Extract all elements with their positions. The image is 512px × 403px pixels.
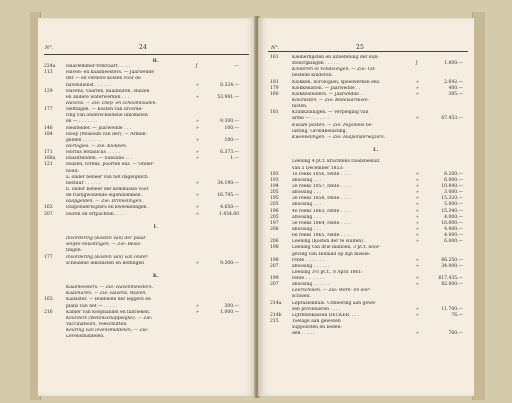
entry-amount: 15.340.—: [441, 208, 463, 214]
section-letter: H.: [152, 58, 160, 63]
entry-amount: 5.000.—: [444, 202, 463, 208]
entry-amount: —: [234, 64, 239, 70]
currency-mark: »: [196, 119, 199, 125]
entry-number: 181: [270, 110, 279, 116]
entry-text: sten/rijkingen . . . . .: [292, 61, 338, 67]
entry-amount: 34.190.—: [217, 180, 239, 186]
entry-text: 1e reeks 1856, rente . . . .: [292, 171, 351, 177]
entry-amount: 67.453.—: [441, 116, 463, 122]
entry-amount: 760.—: [448, 331, 463, 337]
entry-number: 196: [270, 208, 279, 214]
entry-text: der — en verdere kosten voor de: [66, 76, 141, 82]
currency-mark: »: [196, 260, 199, 266]
entry-number: 207: [44, 211, 53, 217]
entry-amount: 6.000.—: [444, 177, 463, 183]
entry-text: tingen.: [66, 248, 83, 254]
entry-text: rente . . . . . . .: [292, 257, 325, 263]
entry-text: Invordering (Kosten van) der plaat-: [66, 236, 147, 242]
entry-text: gelden . . . . . . .: [66, 137, 102, 143]
currency-mark: »: [416, 263, 419, 269]
entry-text: de rustigwonende eigendommen .: [66, 193, 144, 199]
number-column-label: N°.: [45, 45, 54, 51]
entry-number: 146: [44, 125, 53, 131]
entry-number: 194: [270, 183, 279, 189]
header-rule: [44, 54, 249, 55]
currency-mark: »: [196, 193, 199, 199]
entry-amount: 9.300.—: [220, 119, 239, 125]
entry-amount: 15.320.—: [441, 196, 463, 202]
currency-mark: »: [416, 183, 419, 189]
currency-mark: »: [416, 91, 419, 97]
entry-text: Keurders (Wetenschappelijke). — Zie:: [66, 315, 153, 321]
entry-number: 214a: [270, 300, 282, 306]
header-rule: [268, 51, 468, 52]
entry-text: en — . . . . . . .: [66, 119, 98, 125]
entry-number: 161: [270, 55, 279, 60]
entry-text: aflossing . . . . . .: [292, 282, 330, 288]
entry-amount: 16.795.—: [217, 193, 239, 199]
currency-mark: »: [416, 306, 419, 312]
entry-number: 163: [44, 205, 53, 211]
entry-amount: 8.324.—: [220, 82, 239, 88]
entry-text: Kaaimeesters. — Zie: Havenmeesters.: [66, 285, 153, 291]
entry-text: Klokken, horologiën, speelwerken enz.: [292, 79, 381, 85]
entry-number: 193: [270, 171, 279, 177]
entry-text: arme — . . . . . . .: [292, 116, 330, 122]
entry-text: 5e reeks 1864, rente . . . .: [292, 220, 351, 226]
entry-amount: 1.000.—: [220, 309, 239, 315]
entry-text: Haven- en kaaimeesters. — Jaarwedde: [66, 70, 155, 76]
entry-number: 181: [270, 79, 279, 85]
entry-amount: 1.454.60: [218, 211, 239, 217]
entry-text: Havens. — Zie: Diep- en schoonhouden.: [66, 100, 157, 106]
section-letter: I.: [153, 223, 159, 229]
entry-text: Invordering (Kosten van) van onder-: [66, 254, 149, 260]
entry-number: 224a: [44, 64, 56, 70]
entry-number: 184: [44, 131, 53, 137]
entry-text: selijke belastingen. — Zie: Belas-: [66, 242, 142, 248]
entry-number: 205: [270, 190, 279, 196]
currency-mark: »: [416, 220, 419, 226]
entry-number: 214b: [270, 312, 282, 318]
entry-text: Kolonisten. — Zie: Bedelaarskolo-: [292, 97, 369, 103]
entry-text: Huisittenden. — Subsidie . . .: [66, 156, 133, 162]
entry-text: Kamer van koophandel en fabrieken.: [66, 309, 151, 315]
entry-amount: 82.000.—: [441, 282, 463, 288]
entry-text: Kinderen in Vondelingen. — Zie: Uit-: [292, 67, 376, 73]
entry-text: Huizen, torens, poorten enz. — Onder-: [66, 162, 155, 168]
entry-number: 207: [270, 263, 279, 269]
entry-amount: 100.—: [224, 137, 239, 143]
entry-text: nisten.: [292, 104, 308, 110]
index-entries: [258, 55, 474, 337]
currency-mark: »: [416, 257, 419, 263]
entry-amount: 100.—: [224, 125, 239, 131]
entry-number: 179: [270, 85, 279, 91]
currency-mark: »: [416, 116, 419, 122]
currency-mark: »: [416, 331, 419, 337]
entry-number: 113: [44, 70, 53, 76]
entry-number: 197: [270, 220, 279, 226]
entry-amount: 300.—: [224, 303, 239, 309]
entry-amount: 4.000.—: [444, 226, 463, 232]
page-number: 25: [356, 44, 365, 51]
currency-mark: »: [196, 180, 199, 186]
entry-number: 163: [44, 297, 53, 303]
left-page: [38, 18, 256, 396]
entry-number: 216: [44, 309, 53, 315]
entry-text: aflossing . . .: [292, 190, 321, 196]
currency-mark: »: [416, 214, 419, 220]
entry-text: aflossing . . .: [292, 214, 321, 220]
entry-text: a. onder beheer van het dagelijksch: [66, 174, 148, 180]
currency-mark: »: [416, 177, 419, 183]
currency-mark: »: [196, 211, 199, 217]
entry-text: Hortus Botanicus . . . . .: [66, 150, 121, 156]
entry-text: Keuring van levensmiddelen. — Zie:: [66, 328, 149, 334]
entry-amount: 1.800.—: [444, 61, 463, 67]
currency-mark: »: [196, 156, 199, 162]
entry-text: Leening van drie millioen, 3 pCt. door-: [292, 245, 381, 251]
entry-amount: 4.000.—: [444, 233, 463, 239]
currency-mark: »: [196, 205, 199, 211]
entry-text: scheidene inkomsten en heffingen: [66, 260, 145, 266]
entry-text: Toelage aan gewezen: [292, 319, 341, 325]
entry-text: rente . . . . . . .: [292, 276, 325, 282]
currency-mark: ƒ: [196, 64, 198, 70]
entry-amount: 9.300.—: [220, 260, 239, 266]
entry-number: 177: [44, 107, 53, 113]
entry-text: Leerscholen. — Zie: Werk- en leer-: [292, 288, 371, 294]
currency-mark: »: [416, 226, 419, 232]
currency-mark: »: [416, 202, 419, 208]
entry-number: 206: [270, 239, 279, 245]
entry-text: aflossing . . .: [292, 226, 321, 232]
entry-text: Kleinerhijsten en uitoefening der kun-: [292, 55, 380, 60]
entry-amount: 76.—: [451, 312, 463, 318]
entry-text: Heffingen. — Kosten van invorde-: [66, 107, 143, 113]
currency-mark: »: [416, 85, 419, 91]
entry-text: scholen.: [292, 294, 311, 300]
entry-number: 121: [44, 162, 53, 168]
index-entry: [38, 334, 256, 340]
entry-text: Lijfrentekassen DECKER. . . .: [292, 312, 360, 318]
entry-text: suppoosten en beden-: [292, 325, 342, 331]
entry-text: bestuur . . . . . .: [66, 180, 101, 186]
entry-text: b. onder beheer der kommissie voor: [66, 186, 149, 192]
entry-amount: 617.435.—: [438, 276, 463, 282]
entry-number: 129: [44, 88, 53, 94]
entry-text: aflossing . . .: [292, 202, 321, 208]
entry-number: 206: [270, 226, 279, 232]
entry-amount: 2.642.—: [444, 79, 463, 85]
section-letter: K.: [152, 272, 160, 278]
entry-text: bestede kinderen.: [292, 73, 334, 79]
entry-amount: 1.—: [230, 156, 239, 162]
entry-text: Havens, vaarten, kaaimuren, sluizen: [66, 88, 150, 94]
entry-number: 199: [270, 276, 279, 282]
entry-text: havendienst . . . . . .: [66, 82, 111, 88]
entry-text: Leening 3½ pCt., 8 April 1861:: [292, 269, 363, 275]
entry-text: plans van het — . . . . .: [66, 303, 117, 309]
right-page: [258, 18, 474, 396]
entry-text: Haarlemmer-trekvaart. . . . .: [66, 64, 131, 70]
currency-mark: »: [416, 79, 419, 85]
entry-text: Leening (Kosten der te sluiten) .: [292, 239, 366, 245]
currency-mark: »: [196, 309, 199, 315]
entry-text: Kaaimuren. — Zie: Havens, Wallen.: [66, 291, 147, 297]
currency-mark: »: [416, 196, 419, 202]
entry-text: Horlogiës. — Zie: Klokken.: [66, 143, 128, 149]
entry-text: Kwade posten. — Zie: Paysmele be-: [292, 122, 373, 128]
entry-text: aflossing . . . . . .: [292, 263, 330, 269]
currency-mark: »: [196, 94, 199, 100]
entry-amount: 6.373.—: [220, 150, 239, 156]
entry-number: 188a: [44, 156, 56, 162]
currency-mark: »: [416, 208, 419, 214]
section-letter: L.: [373, 147, 379, 153]
entry-amount: 10.840.—: [441, 183, 463, 189]
entry-text: Kadaster. — Bobbelen der leggers en: [66, 297, 151, 303]
entry-text: houd:: [66, 168, 79, 174]
currency-mark: »: [416, 239, 419, 245]
entry-number: 171: [44, 150, 53, 156]
entry-text: 6e reeks 1865, rente . . . .: [292, 233, 351, 239]
entry-text: den . . . . .: [292, 331, 315, 337]
currency-mark: »: [196, 82, 199, 88]
page-number: 24: [139, 44, 148, 51]
entry-text: 2e reeks 1857, rente . . . .: [292, 183, 351, 189]
currency-mark: »: [416, 171, 419, 177]
entry-amount: 11.700.—: [441, 306, 463, 312]
entry-text: Hulpgelden. — Zie: Drinkelingen.: [66, 199, 143, 205]
entry-text: aflossing . . .: [292, 177, 321, 183]
entry-text: Leening 4 pCt. krachtens raadsbesluit: [292, 159, 380, 165]
entry-amount: 3.000.—: [444, 190, 463, 196]
currency-mark: »: [416, 190, 419, 196]
entry-text: Vaccinateurs, Veeschutten.: [66, 322, 128, 328]
entry-amount: 4.650.—: [220, 205, 239, 211]
currency-mark: »: [416, 282, 419, 288]
entry-number: 198: [270, 257, 279, 263]
entry-text: van 5 December 1853:: [292, 165, 344, 171]
entry-number: 195: [270, 196, 279, 202]
entry-number: 207: [270, 282, 279, 288]
index-entries: [38, 58, 256, 340]
index-entry: [258, 331, 474, 337]
entry-amount: 53.981.—: [217, 94, 239, 100]
currency-mark: »: [416, 276, 419, 282]
currency-mark: »: [196, 150, 199, 156]
entry-text: Krankzinnigen. — Verpleging van: [292, 110, 369, 116]
currency-mark: »: [416, 312, 419, 318]
entry-amount: 8.200.—: [444, 171, 463, 177]
entry-amount: 385.—: [448, 91, 463, 97]
entry-number: 198: [270, 245, 279, 251]
entry-amount: 66.250.—: [441, 257, 463, 263]
entry-text: geving van Holland op zijn missie:: [292, 251, 371, 257]
currency-mark: ƒ: [416, 61, 418, 67]
entry-text: en andere waterwerken . . .: [66, 94, 130, 100]
entry-amount: 16.000.—: [441, 220, 463, 226]
entry-number: 180: [270, 91, 279, 97]
currency-mark: »: [416, 233, 419, 239]
currency-mark: »: [196, 137, 199, 143]
entry-number: 193: [270, 177, 279, 183]
entry-text: Levensmiddelen.: [66, 334, 105, 340]
entry-text: Hoop (Museum van der). — Armen-: [66, 131, 148, 137]
entry-text: ring van onderscheidene inkomsten: [66, 113, 148, 119]
entry-text: Kweekelingen. — Zie: Hulponderwijzers.: [292, 134, 386, 140]
entry-text: Heistelder. — Jaarwedde . . .: [66, 125, 132, 131]
entry-number: 215: [270, 319, 279, 325]
currency-mark: »: [196, 125, 199, 131]
entry-amount: 6.000.—: [444, 239, 463, 245]
entry-text: Hulponderwijzers en kweekelingen .: [66, 205, 150, 211]
entry-number: 177: [44, 254, 53, 260]
entry-text: 3e reeks 1858, rente . . . .: [292, 196, 351, 202]
entry-number: 205: [270, 202, 279, 208]
entry-text: zen provenieren . . . .: [292, 306, 341, 312]
entry-text: Huren en erfpachten . . . .: [66, 211, 126, 217]
entry-text: Klokkestelders. — Jaarwedde . .: [292, 91, 365, 97]
entry-number: 205: [270, 214, 279, 220]
entry-amount: 34.000.—: [441, 263, 463, 269]
entry-text: lasting, Grondbelasting.: [292, 128, 347, 134]
entry-text: Klokkenisten. — Jaarwedde . .: [292, 85, 361, 91]
number-column-label: N°.: [271, 45, 280, 51]
entry-amount: 4.000.—: [444, 214, 463, 220]
entry-text: 4e reeks 1863, rente . . . .: [292, 208, 351, 214]
entry-text: Lepraziekhuis. Uitkeering aan gewe-: [292, 300, 377, 306]
currency-mark: »: [196, 303, 199, 309]
entry-amount: 400.—: [448, 85, 463, 91]
